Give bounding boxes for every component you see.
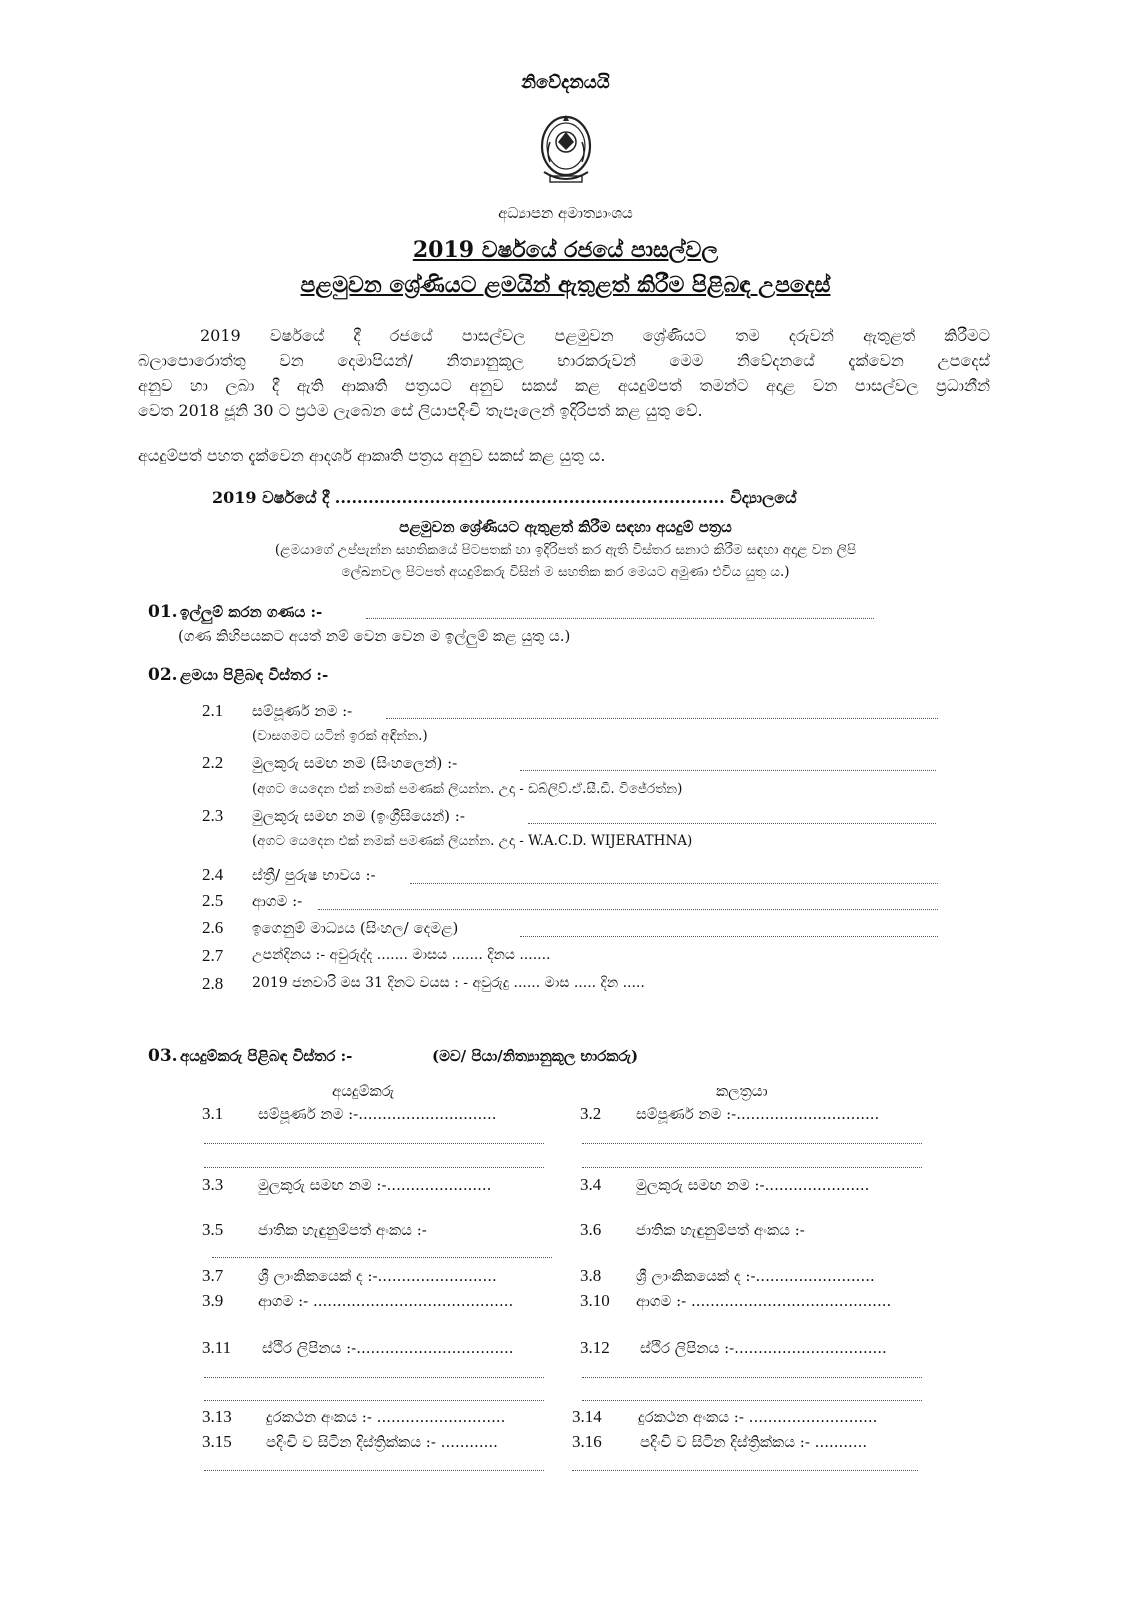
- applicant-religion-field[interactable]: ආගම :- ..........................................: [258, 1292, 514, 1310]
- item-2-4-label: ස්ත්‍රී/ පුරුෂ භාවය :-: [252, 866, 376, 884]
- spouse-address-line-2[interactable]: [582, 1400, 922, 1401]
- intro-line-4: වෙත 2018 ජූනි 30 ට ප්‍රථම ලැබෙන සේ ලියාපදිංචි තැපෑලෙන් ඉදිරිපත් කළ යුතු වේ.: [138, 401, 703, 420]
- applicant-address-line-2[interactable]: [204, 1400, 544, 1401]
- child-full-name-field[interactable]: [386, 718, 938, 719]
- applicant-full-name-field[interactable]: සම්පූර්ණ නම :-.............................: [258, 1105, 497, 1123]
- item-2-2-number: 2.2: [202, 753, 224, 772]
- spouse-name-extra-line-1[interactable]: [582, 1143, 922, 1144]
- notice-title: නිවේදනයයි: [521, 72, 610, 93]
- gender-field[interactable]: [410, 883, 938, 884]
- section-02-label: ළමයා පිළිබඳ විස්තර :-: [180, 666, 329, 684]
- item-2-3-label: මුලකුරු සමඟ නම (ඉංග්‍රීසියෙන්) :-: [252, 807, 465, 825]
- item-3-16-number: 3.16: [572, 1432, 602, 1451]
- date-of-birth-field[interactable]: උපන්දිනය :- අවුරුද්ද ....... මාසය ....... දිනය .......: [252, 947, 551, 963]
- column-applicant: අයදුම්කරු: [332, 1082, 395, 1100]
- item-2-2-note: (අගට යෙදෙන එක් නමක් පමණක් ලියන්න. උදා - ඩබ්ලිව්.ඒ.සී.ඩී. විජේරත්න): [252, 781, 683, 797]
- item-3-15-number: 3.15: [202, 1432, 232, 1451]
- item-2-5-label: ආගම :-: [252, 892, 303, 910]
- applicant-district-line[interactable]: [204, 1470, 544, 1471]
- item-3-12-number: 3.12: [580, 1338, 610, 1357]
- ministry-name: අධ්‍යාපන අමාත්‍යාංශය: [498, 204, 633, 222]
- heading-line-1: 2019 වර්ෂයේ රජයේ පාසල්වල: [412, 237, 719, 263]
- applicant-address-line-1[interactable]: [204, 1377, 544, 1378]
- item-2-8-number: 2.8: [202, 974, 224, 993]
- section-01-label: ඉල්ලුම් කරන ගණය :-: [180, 603, 323, 621]
- applicant-initials-name-field[interactable]: මුලකුරු සමඟ නම :-......................: [258, 1176, 492, 1194]
- item-2-6-number: 2.6: [202, 918, 224, 937]
- spouse-phone-field[interactable]: දුරකථන අංකය :- ...........................: [638, 1408, 878, 1426]
- spouse-full-name-field[interactable]: සම්පූර්ණ නම :-..............................: [636, 1105, 880, 1123]
- spouse-nic-label: ජාතික හැඳුනුම්පත් අංකය :-: [636, 1221, 805, 1239]
- medium-field[interactable]: [520, 936, 938, 937]
- name-with-initials-english-field[interactable]: [528, 823, 936, 824]
- intro-line-1: 2019 වර්ෂයේ දී රජයේ පාසල්වල පළමුවන ශ්‍රේණියට තම දරුවන් ඇතුළත් කිරීමට: [200, 326, 990, 345]
- applicant-name-extra-line-2[interactable]: [204, 1167, 544, 1168]
- applicant-sri-lankan-field[interactable]: ශ්‍රී ලාංකිකයෙක් ද :-.........................: [258, 1267, 497, 1285]
- spouse-district-line[interactable]: [572, 1470, 918, 1471]
- section-03-label-note: (මව/ පියා/නිත්‍යානුකූල භාරකරු): [432, 1047, 639, 1065]
- applicant-phone-field[interactable]: දුරකථන අංකය :- ...........................: [266, 1408, 506, 1426]
- applicant-address-field[interactable]: ස්ථිර ලිපිනය :-.................................: [262, 1339, 514, 1357]
- government-emblem-icon: [536, 112, 596, 190]
- item-3-3-number: 3.3: [202, 1175, 224, 1194]
- section-01-note: (ගණ කිහිපයකට අයත් නම් වෙන වෙන ම ඉල්ලුම් කළ යුතු ය.): [178, 627, 571, 645]
- item-3-7-number: 3.7: [202, 1266, 224, 1285]
- item-2-6-label: ඉගෙනුම් මාධ්‍යය (සිංහල/ දෙමළ): [252, 919, 459, 937]
- heading-line-2: පළමුවන ශ්‍රේණියට ළමයින් ඇතුළත් කිරීම පිළිබඳ උපදෙස්: [300, 272, 831, 298]
- intro-line-3: අනුව හා ලබා දී ඇති ආකෘති පත්‍රයට අනුව සකස් කළ අයදුම්පත් තමන්ට අදාළ වන පාසල්වල ප්‍රධානීන්: [138, 376, 990, 395]
- item-3-13-number: 3.13: [202, 1407, 232, 1426]
- item-2-1-label: සම්පූර්ණ නම :-: [252, 702, 353, 720]
- applied-category-field[interactable]: [366, 618, 874, 619]
- form-note-1: (ළමයාගේ උප්පැන්න සහතිකයේ පිටපතක් හා ඉදිරිපත් කර ඇති විස්තර සනාථ කිරීම සඳහා අදාළ වන ලිපි: [274, 542, 857, 558]
- item-3-10-number: 3.10: [580, 1291, 610, 1310]
- section-03-number: 03.: [148, 1046, 178, 1066]
- section-01-number: 01.: [148, 602, 178, 622]
- spouse-sri-lankan-field[interactable]: ශ්‍රී ලාංකිකයෙක් ද :-.........................: [636, 1267, 875, 1285]
- applicant-nic-field[interactable]: [212, 1257, 552, 1258]
- applicant-nic-label: ජාතික හැඳුනුම්පත් අංකය :-: [258, 1221, 427, 1239]
- school-name-line: 2019 වර්ෂයේ දී ...................................................................... විද්‍යාලයේ: [212, 488, 797, 507]
- applicant-name-extra-line-1[interactable]: [204, 1143, 544, 1144]
- item-3-11-number: 3.11: [202, 1338, 232, 1357]
- item-3-6-number: 3.6: [580, 1220, 602, 1239]
- form-title: පළමුවන ශ්‍රේණියට ඇතුළත් කිරීම සඳහා අයදුම් පත්‍රය: [399, 518, 732, 536]
- item-2-3-note: (අගට යෙදෙන එක් නමක් පමණක් ලියන්න. උදා - W.A.C.D. WIJERATHNA): [252, 833, 693, 849]
- age-on-date-field[interactable]: 2019 ජනවාරි මස 31 දිනට වයස : - අවුරුදු ...... මාස ..... දින .....: [252, 975, 645, 991]
- name-with-initials-sinhala-field[interactable]: [520, 770, 936, 771]
- item-3-2-number: 3.2: [580, 1104, 602, 1123]
- item-2-1-number: 2.1: [202, 701, 224, 720]
- item-2-4-number: 2.4: [202, 865, 224, 884]
- item-3-8-number: 3.8: [580, 1266, 602, 1285]
- item-2-3-number: 2.3: [202, 806, 224, 825]
- intro-line-5: අයදුම්පත් පහත දැක්වෙන ආදර්ශ ආකෘති පත්‍රය අනුව සකස් කළ යුතු ය.: [138, 446, 606, 465]
- applicant-district-field[interactable]: පදිංචි ව සිටින දිස්ත්‍රික්කය :- ............: [266, 1433, 498, 1451]
- item-2-1-note: (වාසගමට යටින් ඉරක් අඳින්න.): [252, 728, 428, 744]
- item-3-5-number: 3.5: [202, 1220, 224, 1239]
- item-3-1-number: 3.1: [202, 1104, 224, 1123]
- spouse-initials-name-field[interactable]: මුලකුරු සමඟ නම :-......................: [636, 1176, 870, 1194]
- item-2-5-number: 2.5: [202, 891, 224, 910]
- form-note-2: ලේඛනවල පිටපත් අයදුම්කරු විසින් ම සහතික කර මෙයට අමුණා එවිය යුතු ය.): [341, 564, 790, 580]
- item-3-4-number: 3.4: [580, 1175, 602, 1194]
- intro-line-2: බලාපොරොත්තු වන දෙමාපියන්/ නිත්‍යානුකූල භාරකරුවන් මෙම නිවේදනයේ දැක්වෙන උපදෙස්: [138, 351, 990, 370]
- item-2-7-number: 2.7: [202, 946, 224, 965]
- item-3-9-number: 3.9: [202, 1291, 224, 1310]
- spouse-religion-field[interactable]: ආගම :- ..........................................: [636, 1292, 892, 1310]
- item-2-2-label: මුලකුරු සමඟ නම (සිංහලෙන්) :-: [252, 754, 458, 772]
- spouse-name-extra-line-2[interactable]: [582, 1167, 922, 1168]
- section-02-number: 02.: [148, 665, 178, 685]
- item-3-14-number: 3.14: [572, 1407, 602, 1426]
- spouse-address-line-1[interactable]: [582, 1377, 922, 1378]
- column-spouse: කලත්‍රයා: [716, 1082, 768, 1100]
- spouse-address-field[interactable]: ස්ථිර ලිපිනය :-................................: [640, 1339, 887, 1357]
- section-03-label: අයදුම්කරු පිළිබඳ විස්තර :-: [180, 1047, 353, 1065]
- spouse-district-field[interactable]: පදිංචි ව සිටින දිස්ත්‍රික්කය :- ...........: [640, 1433, 868, 1451]
- religion-field[interactable]: [318, 909, 938, 910]
